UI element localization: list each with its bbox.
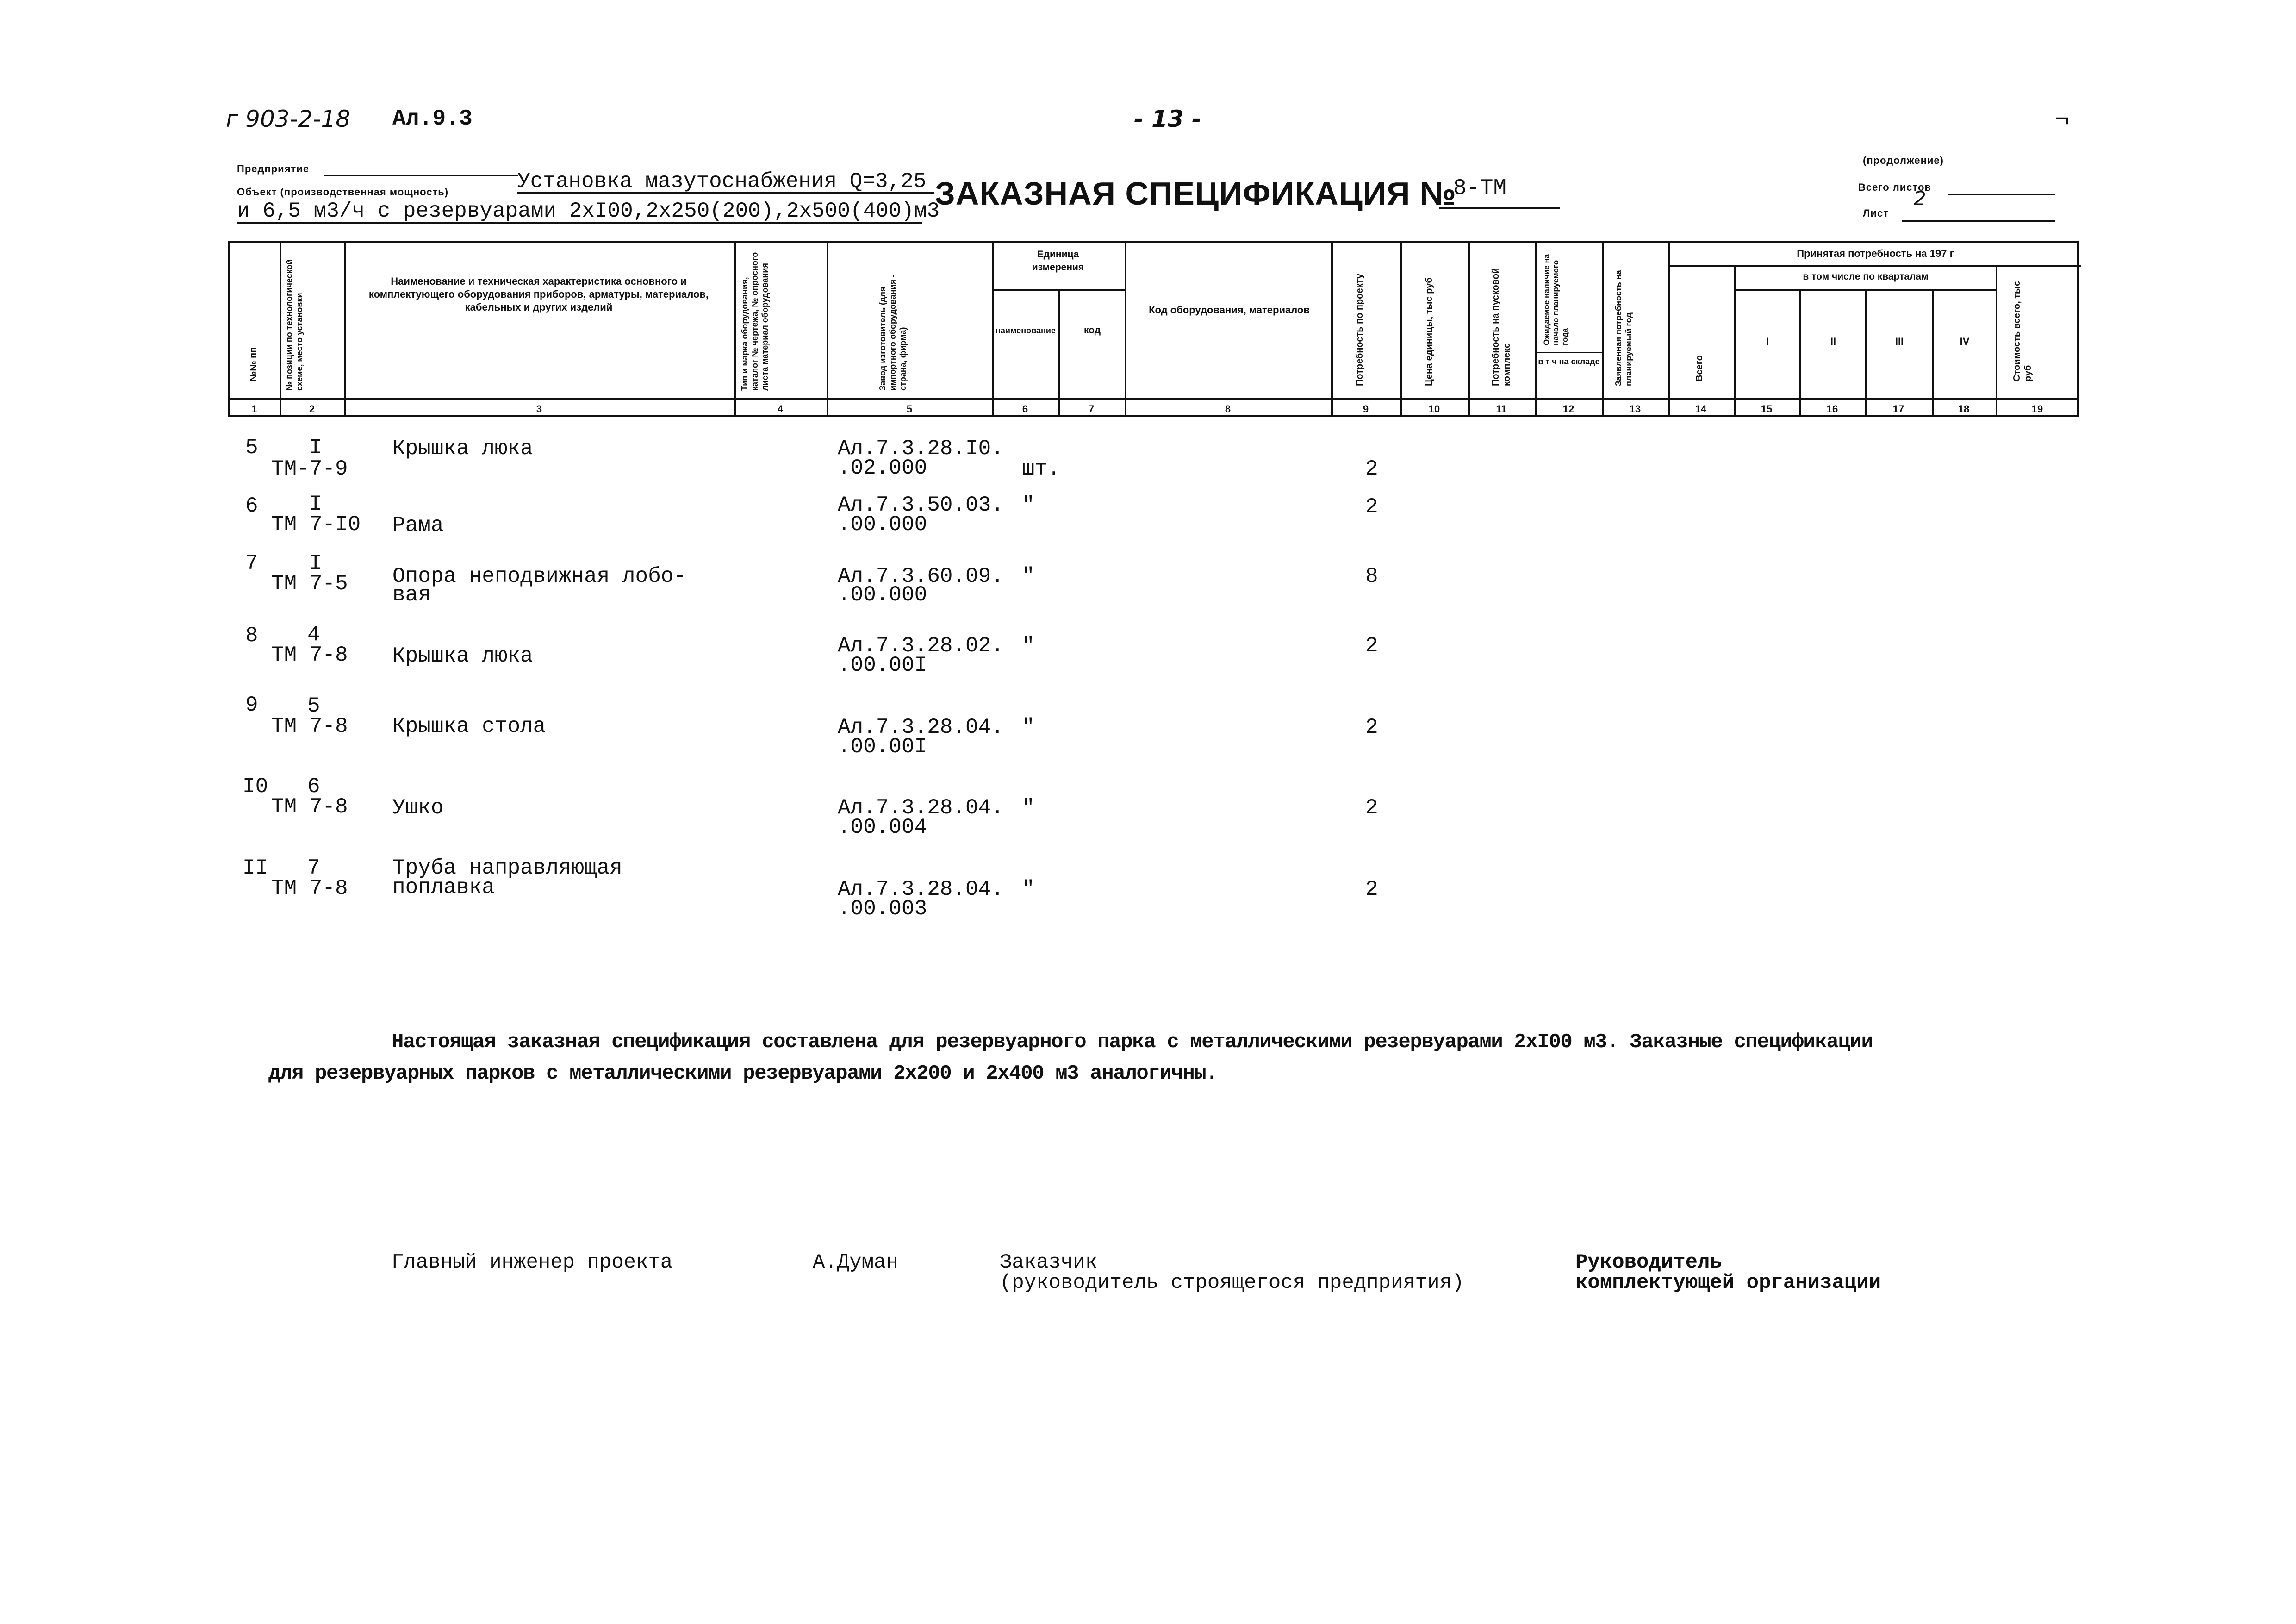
col-sep-7 [1058,291,1060,415]
head-sublabel: комплектующей организации [1575,1271,1881,1294]
row-number: 9 [245,693,258,717]
row-unit: " [1022,634,1035,658]
row-position-bottom: ТМ 7-8 [271,795,348,819]
document-code: г 903-2-18 [226,106,351,132]
note-line-1: Настоящая заказная спецификация составлена для резервуарного парка с металлическими резервуарами 2хI00 м3. Заказные спецификации [392,1031,1873,1054]
col-sep-12 [1535,243,1537,415]
in-stock-label: в т ч на складе [1538,357,1600,366]
col-9-title: Потребность по проекту [1355,273,1365,386]
row-qty: 2 [1365,634,1378,658]
row-unit: " [1022,564,1035,588]
col-sep-2 [280,243,281,415]
row-code-1: Ал.7.3.60.09. [838,564,1004,588]
col-7-title: код [1083,325,1101,336]
row-name: Крышка люка [392,644,533,668]
total-sheets-line [1948,194,2055,195]
col-sep-10 [1400,243,1402,415]
row-name: Крышка люка [392,437,533,461]
object-underline-2 [237,222,922,224]
col-13-title: Заявленная потребность на планируемый год [1614,270,1633,386]
col-num-7: 7 [1088,403,1095,415]
row-number: II [243,856,268,880]
enterprise-label: Предприятие [237,163,310,175]
instock-rule [1535,352,1602,353]
row-number: 8 [245,624,258,648]
col-1-title: №№ пп [249,347,259,381]
row-name-cont: поплавка [392,875,495,899]
customer-sublabel: (руководитель строящегося предприятия) [1000,1271,1464,1294]
col-num-17: 17 [1892,403,1904,415]
col-num-4: 4 [777,403,784,415]
col-sep-16 [1799,291,1801,415]
row-qty: 8 [1365,564,1378,588]
col-num-15: 15 [1761,403,1773,415]
spec-number-line [1439,207,1560,209]
row-number: I0 [243,775,268,799]
note-line-2: для резервуарных парков с металлическими резервуарами 2х200 и 2х400 м3 аналогичны. [268,1062,1218,1085]
col-17-title: III [1895,336,1904,347]
col-num-9: 9 [1363,403,1369,415]
page-number: - 13 - [1134,106,1201,132]
row-code-1: Ал.7.3.28.04. [838,715,1004,739]
row-name: Опора неподвижная лобо- [392,564,686,588]
album-number: Ал.9.3 [392,106,473,131]
col-sep-8 [1125,243,1126,415]
row-name: Труба направляющая [392,856,622,880]
col-num-1: 1 [251,403,258,415]
row-position-bottom: ТМ 7-8 [271,714,348,738]
row-unit: " [1022,493,1035,517]
row-position-top: 6 [307,775,320,799]
object-label: Объект (производственная мощность) [237,186,449,198]
row-name: Рама [392,513,444,537]
row-code-1: Ал.7.3.28.04. [838,796,1004,820]
row-code-2: .00.000 [838,512,927,537]
col-10-title: Цена единицы, тыс руб [1424,277,1434,386]
spec-number: 8-ТМ [1453,176,1507,201]
col-3-title: Наименование и техническая характеристика основного и комплектующего оборудования приборов, арматуры, материалов, кабельных и других изделий [368,275,709,313]
row-qty: 2 [1365,457,1378,481]
object-line-1: Установка мазутоснабжения Q=3,25 [517,169,927,194]
row-position-bottom: ТМ 7-I0 [271,512,361,537]
col-sep-13 [1602,243,1604,415]
col-num-11: 11 [1496,403,1507,415]
col-sep-17 [1865,291,1867,415]
row-position-top: I [309,436,322,460]
row-code-2: .02.000 [838,456,927,480]
col-sep-9 [1331,243,1333,415]
quarters-title: в том числе по кварталам [1803,271,1929,282]
row-code-1: Ал.7.3.28.02. [838,634,1004,658]
col-sep-3 [344,243,346,415]
row-qty: 2 [1365,877,1378,901]
row-unit: " [1022,715,1035,739]
col-num-13: 13 [1629,403,1641,415]
object-underline-1 [517,192,934,194]
row-name-cont: вая [392,583,431,607]
col-num-19: 19 [2031,403,2043,415]
row-code-2: .00.000 [838,583,927,607]
col-14-title: Всего [1694,355,1705,381]
head-label: Руководитель [1575,1251,1722,1274]
row-code-2: .00.00I [838,653,927,677]
col-18-title: IV [1960,336,1970,347]
row-position-top: 4 [307,623,320,647]
chief-engineer-label: Главный инженер проекта [392,1251,673,1274]
col-num-6: 6 [1022,403,1028,415]
enterprise-line [324,175,518,176]
row-position-bottom: ТМ-7-9 [271,457,348,481]
quarters-rule [1734,289,1996,291]
row-number: 5 [245,436,258,460]
col-15-title: I [1766,336,1769,347]
chief-engineer-name: А.Думан [813,1251,898,1274]
col-num-12: 12 [1562,403,1574,415]
row-number: 6 [245,494,258,518]
row-code-1: Ал.7.3.28.04. [838,877,1004,901]
col-2-title: № позиции по технологической схеме, место установки [285,259,304,391]
col-sep-5 [827,243,828,415]
col-sep-19 [1996,267,1997,415]
row-qty: 2 [1365,715,1378,739]
col-sep-18 [1932,291,1934,415]
col-6-title: наименование [996,326,1056,335]
col-sep-4 [734,243,736,415]
col-12-title: Ожидаемое наличие на начало планируемого года [1542,254,1569,345]
accepted-rule [1668,265,2081,267]
col-4-title: Тип и марка оборудования, каталог № чертежа, № опросного листа материал оборудования [740,252,770,391]
row-name: Крышка стола [392,714,546,738]
row-unit: " [1022,796,1035,820]
customer-label: Заказчик [1000,1251,1098,1274]
row-code-2: .00.004 [838,815,927,839]
spec-title: ЗАКАЗНАЯ СПЕЦИФИКАЦИЯ № [935,175,1456,212]
spec-table-header [228,241,2079,417]
unit-group-title: Единица измерения [1032,249,1084,273]
row-qty: 2 [1365,796,1378,820]
continuation-label: (продолжение) [1863,155,1944,166]
col-num-10: 10 [1428,403,1440,415]
col-num-5: 5 [906,403,913,415]
row-code-2: .00.00I [838,735,927,759]
col-num-18: 18 [1958,403,1970,415]
corner-mark: ¬ [2055,106,2070,134]
col-8-title: Код оборудования, материалов [1149,304,1310,316]
row-position-bottom: ТМ 7-8 [271,876,348,900]
row-code-1: Ал.7.3.28.I0. [838,437,1004,461]
accepted-title: Принятая потребность на 197 г [1797,248,1954,259]
row-unit: " [1022,877,1035,901]
row-position-bottom: ТМ 7-5 [271,572,348,596]
row-position-top: I [309,551,322,575]
total-sheets-label: Всего листов [1858,181,1931,193]
row-unit: шт. [1022,457,1060,481]
col-sep-11 [1468,243,1470,415]
col-5-title: Завод изготовитель (для импортного оборудования - страна, фирма) [878,274,908,391]
col-num-16: 16 [1826,403,1838,415]
col-num-14: 14 [1695,403,1707,415]
col-16-title: II [1830,336,1836,347]
object-line-2: и 6,5 м3/ч с резервуарами 2хI00,2х250(200),2х500(400)м3 [237,199,940,223]
col-11-title: Потребность на пусковой комплекс [1491,268,1512,386]
row-code-2: .00.003 [838,897,927,921]
row-position-top: I [309,492,322,516]
col-num-2: 2 [309,403,315,415]
unit-group-rule [992,289,1125,291]
sheet-label: Лист [1863,207,1889,219]
sheet-number: 2 [1914,187,1926,210]
row-number: 7 [245,551,258,575]
col-num-8: 8 [1225,403,1231,415]
sheet-line [1902,220,2055,222]
row-position-bottom: ТМ 7-8 [271,643,348,667]
col-num-3: 3 [536,403,542,415]
row-name: Ушко [392,796,444,820]
col-19-title: Стоимость всего, тыс руб [2012,281,2033,381]
col-sep-14 [1668,243,1670,415]
row-position-top: 7 [307,856,320,880]
row-position-top: 5 [307,694,320,718]
row-code-1: Ал.7.3.50.03. [838,493,1004,517]
row-qty: 2 [1365,495,1378,519]
